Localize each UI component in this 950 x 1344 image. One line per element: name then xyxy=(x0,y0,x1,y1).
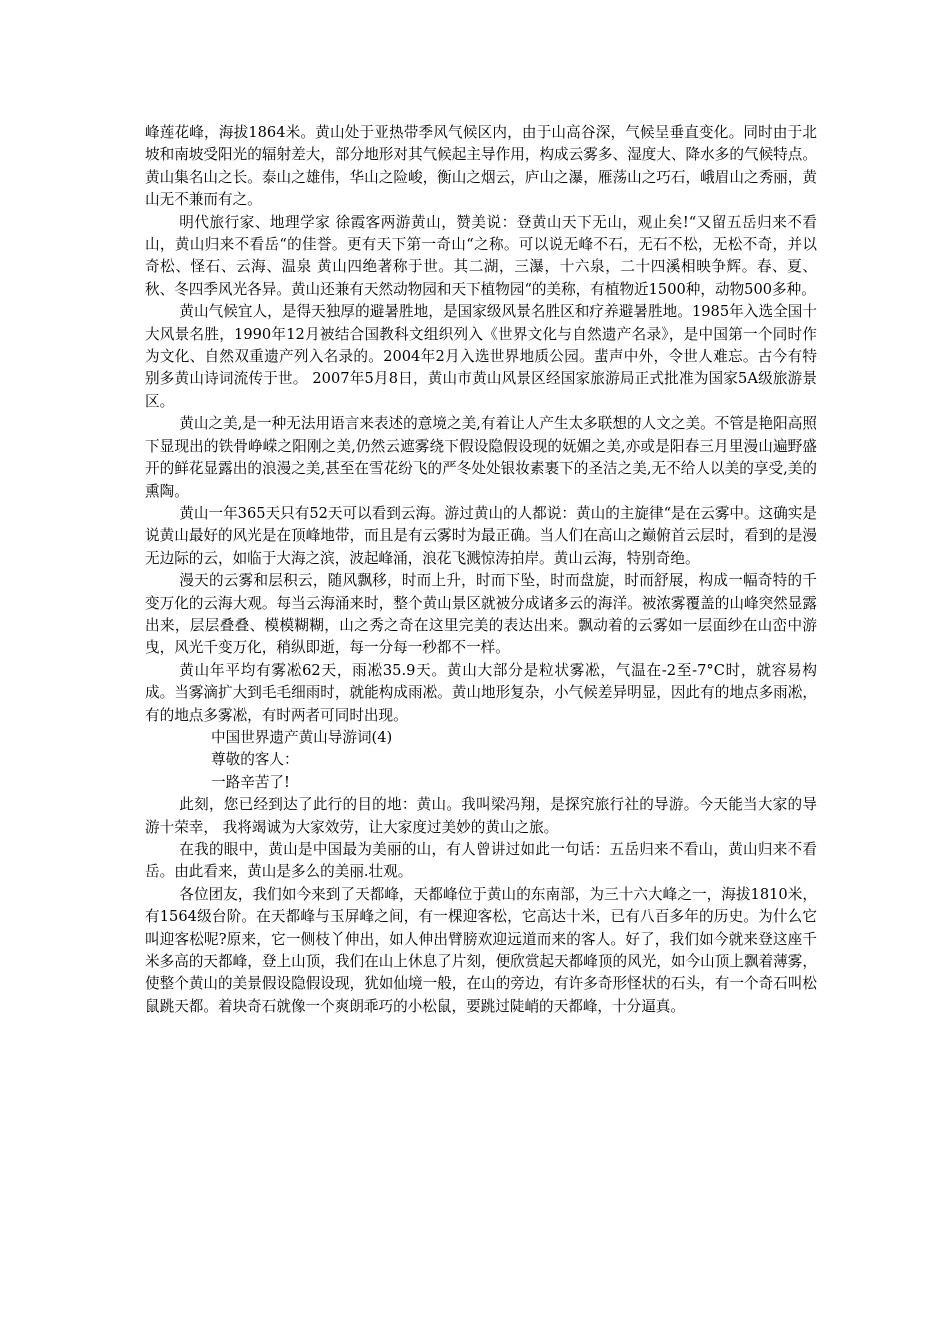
paragraph-xu-xiake: 明代旅行家、地理学家 徐霞客两游黄山，赞美说：登黄山天下无山，观止矣!“又留五岳归来不看山，黄山归来不看岳“的佳誉。更有天下第一奇山“之称。可以说无峰不石，无石不松，无松不奇，并以 奇松、怪石、云海、温泉 黄山四绝著称于世。其二湖，三瀑，十六泉，二十四溪相映争辉。春、夏、秋、冬四季风光各异。黄山还兼有天然动物园和天下植物园“的美称，有植物近1500种，动物500多种。 xyxy=(145,213,817,298)
paragraph-climate: 峰莲花峰，海拔1864米。黄山处于亚热带季风气候区内，由于山高谷深，气候呈垂直变化。同时由于北坡和南坡受阳光的辐射差大，部分地形对其气候起主导作用，构成云雾多、湿度大、降水多的气候特点。黄山集名山之长。泰山之雄伟，华山之险峻，衡山之烟云，庐山之瀑，雁荡山之巧石，峨眉山之秀丽，黄山无不兼而有之。 xyxy=(145,124,817,209)
paragraph-guide-intro: 此刻，您已经到达了此行的目的地：黄山。我叫梁冯翔，是探究旅行社的导游。今天能当大家的导游十荣幸， 我将竭诚为大家效劳，让大家度过美妙的黄山之旅。 xyxy=(145,796,817,836)
paragraph-tiandu-peak: 各位团友，我们如今来到了天都峰，天都峰位于黄山的东南部，为三十六大峰之一，海拔1810米，有1564级台阶。在天都峰与玉屏峰之间，有一棵迎客松，它高达十米，已有八百多年的历史。为什么它叫迎客松呢?原来，它一侧枝丫伸出，如人伸出臂膀欢迎远道而来的客人。好了，我们如今就来登这座千米多高的天都峰，登上山顶，我们在山上休息了片刻，便欣赏起天都峰顶的风光，如今山顶上飘着薄雾，使整个黄山的美景假设隐假设现，犹如仙境一般，在山的旁边，有许多奇形怪状的石头，有一个奇石叫松鼠跳天都。着块奇石就像一个爽朗乖巧的小松鼠，要跳过陡峭的天都峰，十分逼真。 xyxy=(145,885,817,1015)
document-page xyxy=(145,122,817,1018)
paragraph-cloud-spectacle: 漫天的云雾和层积云，随风飘移，时而上升，时而下坠，时而盘旋，时而舒展，构成一幅奇特的千变万化的云海大观。每当云海涌来时，整个黄山景区就被分成诸多云的海洋。被浓雾覆盖的山峰突然显露出来，层层叠叠、模模糊糊，山之秀之奇在这里完美的表达出来。飘动着的云雾如一层面纱在山峦中游曳，风光千变万化，稍纵即逝，每一分每一秒都不一样。 xyxy=(145,572,817,657)
paragraph-sea-of-clouds: 黄山一年365天只有52天可以看到云海。游过黄山的人都说：黄山的主旋律“是在云雾中。这确实是说黄山最好的风光是在顶峰地带，而且是有云雾时为最正确。当人们在高山之巅俯首云层时，看到的是漫无边际的云，如临于大海之滨，波起峰涌，浪花飞溅惊涛拍岸。黄山云海，特别奇绝。 xyxy=(145,504,817,567)
paragraph-heritage: 黄山气候宜人，是得天独厚的避暑胜地，是国家级风景名胜区和疗养避暑胜地。1985年入选全国十大风景名胜，1990年12月被结合国教科文组织列入《世界文化与自然遗产名录》，是中国第一个同时作为文化、自然双重遗产列入名录的。2004年2月入选世界地质公园。蜚声中外，令世人难忘。古今有特别多黄山诗词流传于世。 2007年5月8日，黄山市黄山风景区经国家旅游局正式批准为国家5A级旅游景区。 xyxy=(145,303,817,410)
greeting-line: 一路辛苦了! xyxy=(211,773,290,791)
salutation: 尊敬的客人： xyxy=(211,751,299,769)
section-heading: 中国世界遗产黄山导游词(4) xyxy=(211,728,393,746)
paragraph-most-beautiful: 在我的眼中，黄山是中国最为美丽的山，有人曾讲过如此一句话：五岳归来不看山，黄山归来不看岳。由此看来，黄山是多么的美丽.壮观。 xyxy=(145,841,817,881)
paragraph-rime: 黄山年平均有雾凇62天，雨凇35.9天。黄山大部分是粒状雾凇，气温在-2至-7°C时，就容易构成。当雾滴扩大到毛毛细雨时，就能构成雨凇。黄山地形复杂，小气候差异明显，因此有的地点多雨凇，有的地点多雾凇，有时两者可同时出现。 xyxy=(145,661,817,724)
paragraph-beauty: 黄山之美,是一种无法用语言来表述的意境之美,有着让人产生太多联想的人文之美。不管是艳阳高照下显现出的铁骨峥嵘之阳刚之美,仍然云遮雾绕下假设隐假设现的妩媚之美,亦或是阳春三月里漫山遍野盛开的鲜花显露出的浪漫之美,甚至在雪花纷飞的严冬处处银妆素裹下的圣洁之美,无不给人以美的享受,美的熏陶。 xyxy=(145,415,817,500)
